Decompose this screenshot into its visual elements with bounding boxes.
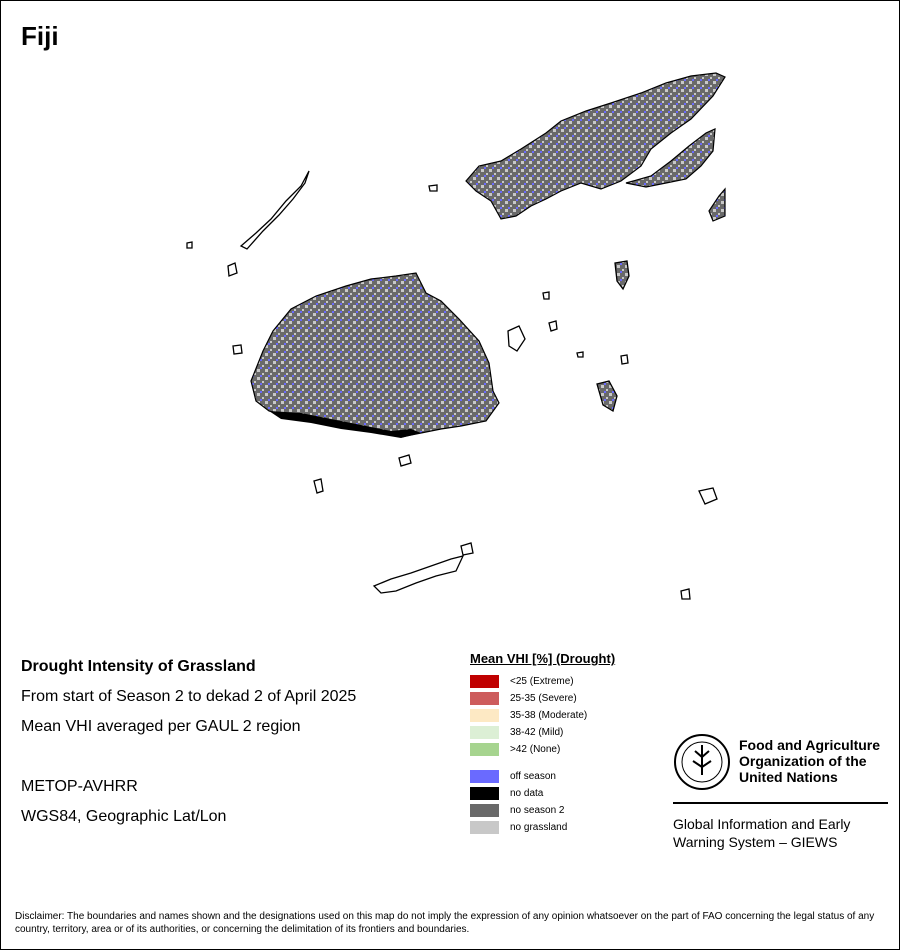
legend-item xyxy=(470,674,615,691)
island-yasawa xyxy=(241,171,309,249)
legend-swatch xyxy=(470,821,499,834)
legend-label: 25-35 (Severe) xyxy=(510,693,577,704)
fao-divider xyxy=(673,802,888,804)
legend-label: no season 2 xyxy=(510,805,565,816)
legend-swatch xyxy=(470,770,499,783)
map-area[interactable] xyxy=(1,1,900,621)
legend-item xyxy=(470,691,615,708)
legend-item xyxy=(470,769,615,786)
map-title: Fiji xyxy=(21,21,59,51)
info-projection: WGS84, Geographic Lat/Lon xyxy=(21,808,227,825)
legend-title: Mean VHI [%] (Drought) xyxy=(470,651,616,666)
info-method: Mean VHI averaged per GAUL 2 region xyxy=(21,718,301,735)
info-heading: Drought Intensity of Grassland xyxy=(21,658,256,675)
island-kadavu xyxy=(374,556,463,593)
legend-swatch xyxy=(470,709,499,722)
legend-label: off season xyxy=(510,771,556,782)
fao-org-name: Food and Agriculture Organization of the United Nations xyxy=(739,737,881,785)
legend-item xyxy=(470,820,615,837)
legend-swatch xyxy=(470,743,499,756)
legend-item xyxy=(470,742,615,759)
legend-label: no data xyxy=(510,788,544,799)
legend-swatch xyxy=(470,675,499,688)
legend-swatch xyxy=(470,787,499,800)
island-taveuni xyxy=(709,189,725,221)
fao-logo-icon xyxy=(673,733,731,791)
legend-item xyxy=(470,708,615,725)
info-sensor: METOP-AVHRR xyxy=(21,778,138,795)
legend xyxy=(470,651,615,837)
map-info xyxy=(21,657,356,837)
legend-label: >42 (None) xyxy=(510,744,561,755)
legend-label: 38-42 (Mild) xyxy=(510,727,564,738)
legend-item xyxy=(470,786,615,803)
legend-swatch xyxy=(470,726,499,739)
legend-swatch xyxy=(470,692,499,705)
legend-item xyxy=(470,803,615,820)
disclaimer: Disclaimer: The boundaries and names shown and the designations used on this map do not imply the expression of any opinion whatsoever on the part of FAO concerning the legal status of any country, territory, area or of its authorities, or concerning the delimitation of its frontiers and boundaries. xyxy=(15,911,875,935)
legend-label: 35-38 (Moderate) xyxy=(510,710,588,721)
info-period: From start of Season 2 to dekad 2 of April 2025 xyxy=(21,688,357,705)
legend-swatch xyxy=(470,804,499,817)
island-vanua-levu xyxy=(466,73,725,219)
legend-label: no grassland xyxy=(510,822,568,833)
legend-item xyxy=(470,725,615,742)
giews-name: Global Information and Early Warning System – GIEWS xyxy=(673,816,851,850)
legend-label: <25 (Extreme) xyxy=(510,676,574,687)
